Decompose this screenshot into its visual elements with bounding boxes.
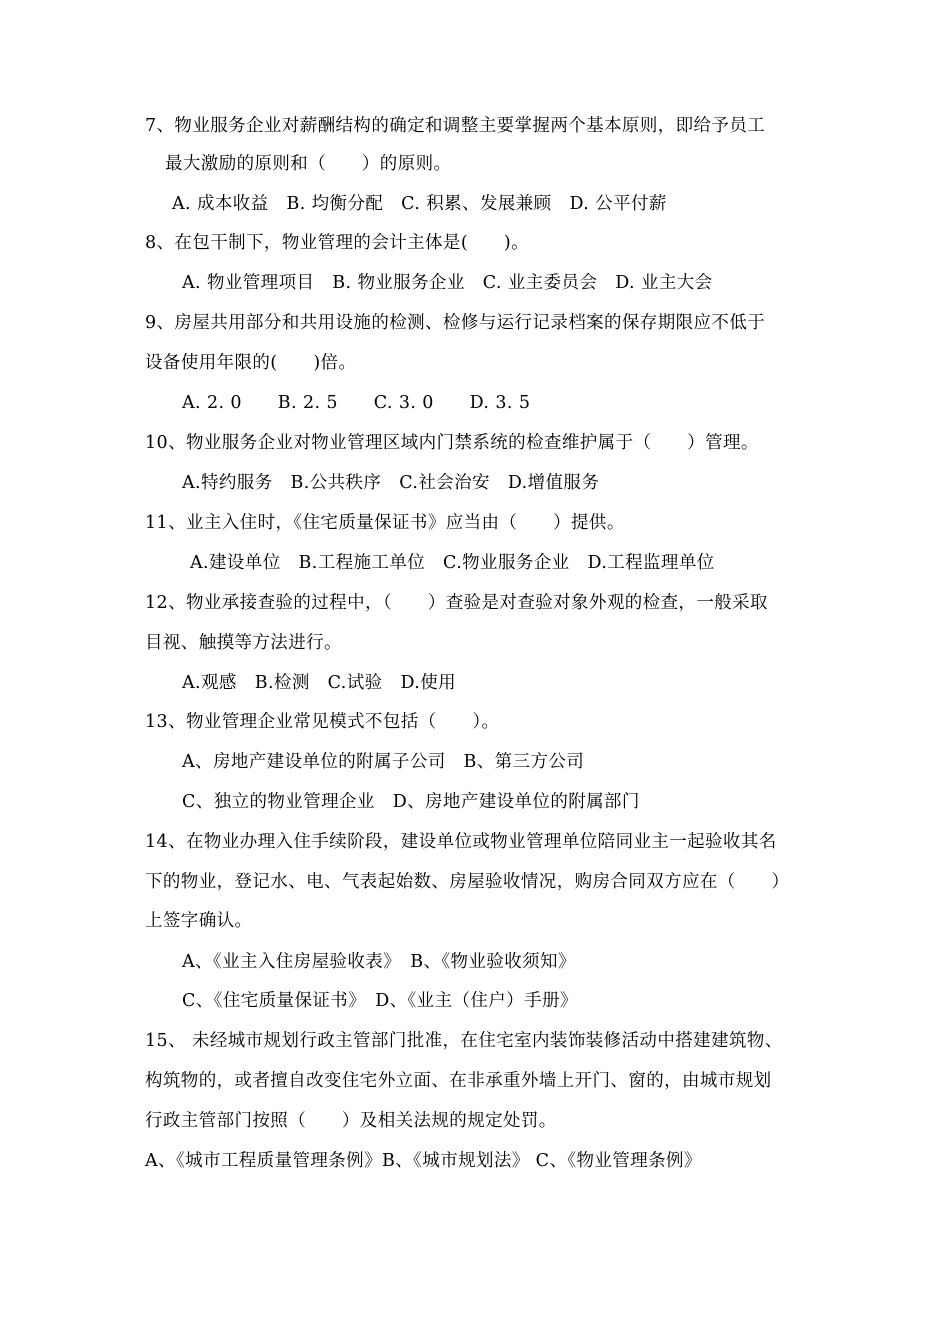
q9-stem-line-1: 9、房屋共用部分和共用设施的检测、检修与运行记录档案的保存期限应不低于 xyxy=(145,313,766,333)
q7-options: A. 成本收益 B. 均衡分配 C. 积累、发展兼顾 D. 公平付薪 xyxy=(172,194,667,214)
q7-stem-line-2: 最大激励的原则和（ ）的原则。 xyxy=(165,154,452,174)
q12-stem-line-2: 目视、触摸等方法进行。 xyxy=(145,633,342,653)
q15-stem-line-3: 行政主管部门按照（ ）及相关法规的规定处罚。 xyxy=(145,1111,557,1131)
q11-options: A.建设单位 B.工程施工单位 C.物业服务企业 D.工程监理单位 xyxy=(190,553,715,573)
q10-stem-line-1: 10、物业服务企业对物业管理区域内门禁系统的检查维护属于（ ）管理。 xyxy=(145,433,759,453)
q10-options: A.特约服务 B.公共秩序 C.社会治安 D.增值服务 xyxy=(182,473,600,493)
q14-options-line-1: A、《业主入住房屋验收表》 B、《物业验收须知》 xyxy=(182,952,576,972)
q14-stem-line-1: 14、在物业办理入住手续阶段，建设单位或物业管理单位陪同业主一起验收其名 xyxy=(145,832,777,852)
q12-stem-line-1: 12、物业承接查验的过程中，（ ）查验是对查验对象外观的检查，一般采取 xyxy=(145,593,768,613)
q14-stem-line-3: 上签字确认。 xyxy=(145,911,253,931)
q15-options: A、《城市工程质量管理条例》B、《城市规划法》 C、《物业管理条例》 xyxy=(145,1151,702,1171)
q7-stem-line-1: 7、物业服务企业对薪酬结构的确定和调整主要掌握两个基本原则，即给予员工 xyxy=(145,116,766,136)
q9-options: A. 2. 0 B. 2. 5 C. 3. 0 D. 3. 5 xyxy=(182,393,531,413)
q12-options: A.观感 B.检测 C.试验 D.使用 xyxy=(182,673,457,693)
q9-stem-line-2: 设备使用年限的( )倍。 xyxy=(145,353,357,373)
q13-stem-line-1: 13、物业管理企业常见模式不包括（ ）。 xyxy=(145,712,500,732)
q13-options-line-1: A、房地产建设单位的附属子公司 B、第三方公司 xyxy=(182,752,585,772)
q8-options: A. 物业管理项目 B. 物业服务企业 C. 业主委员会 D. 业主大会 xyxy=(182,273,713,293)
q13-options-line-2: C、独立的物业管理企业 D、房地产建设单位的附属部门 xyxy=(182,792,640,812)
q11-stem-line-1: 11、业主入住时，《住宅质量保证书》应当由（ ）提供。 xyxy=(145,513,625,533)
q8-stem-line-1: 8、在包干制下，物业管理的会计主体是( )。 xyxy=(145,233,529,253)
q15-stem-line-2: 构筑物的，或者擅自改变住宅外立面、在非承重外墙上开门、窗的，由城市规划 xyxy=(145,1071,772,1091)
q14-options-line-2: C、《住宅质量保证书》 D、《业主（住户）手册》 xyxy=(182,991,578,1011)
q15-stem-line-1: 15、 未经城市规划行政主管部门批准，在住宅室内装饰装修活动中搭建建筑物、 xyxy=(145,1031,783,1051)
q14-stem-line-2: 下的物业，登记水、电、气表起始数、房屋验收情况，购房合同双方应在（ ） xyxy=(145,872,790,892)
